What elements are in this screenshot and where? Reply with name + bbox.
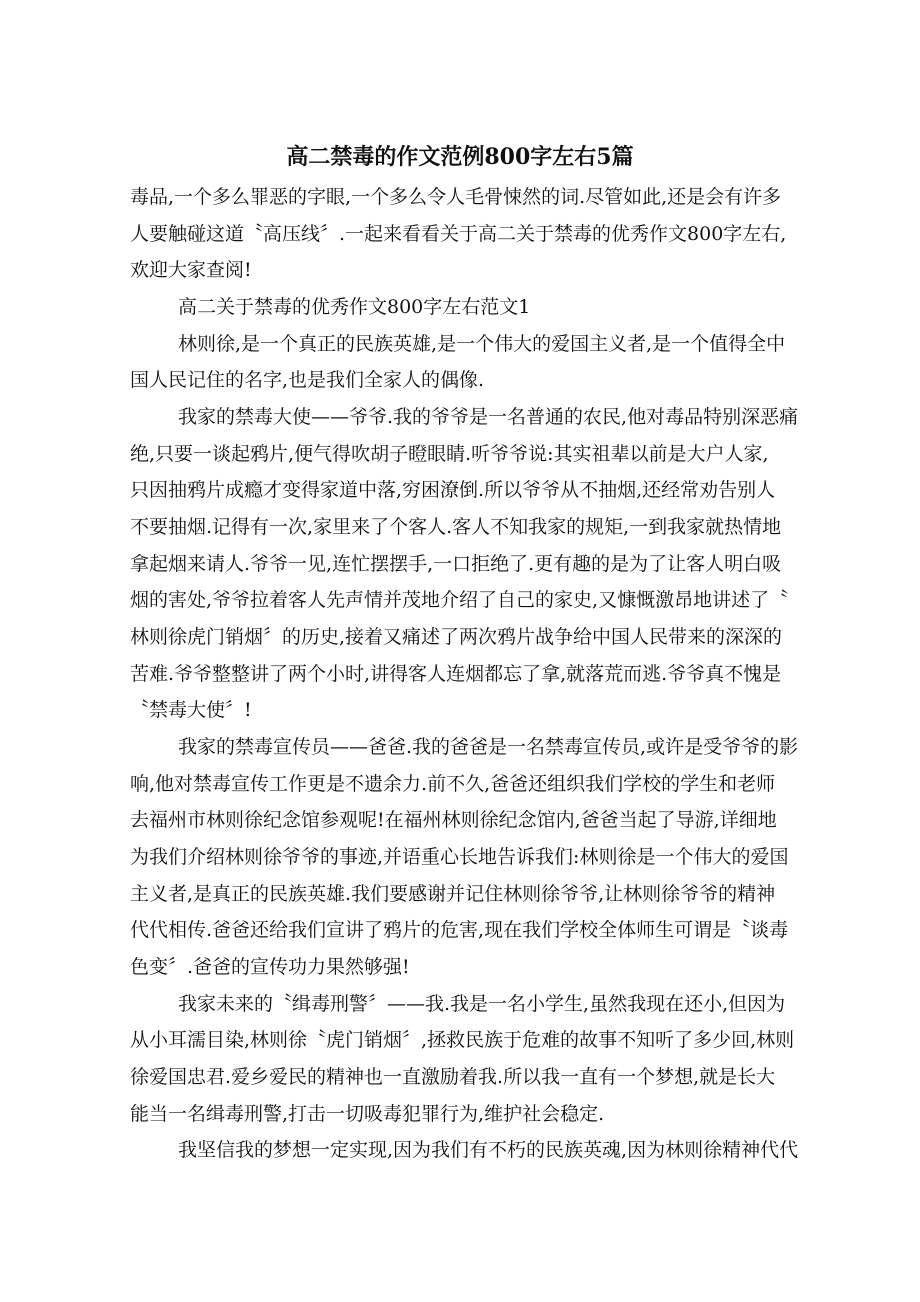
text-line: 烟的害处,爷爷拉着客人先声情并茂地介绍了自己的家史,又慷慨激昂地讲述了〝 bbox=[130, 589, 789, 611]
document-title: 高二禁毒的作文范例800字左右5篇 bbox=[286, 144, 634, 170]
text-line: 我家的禁毒大使——爷爷.我的爷爷是一名普通的农民,他对毒品特别深恶痛 bbox=[178, 406, 799, 428]
text-line: 为我们介绍林则徐爷爷的事迹,并语重心长地告诉我们:林则徐是一个伟大的爱国 bbox=[130, 846, 789, 868]
text-line: 能当一名缉毒刑警,打击一切吸毒犯罪行为,维护社会稳定. bbox=[130, 1103, 605, 1125]
text-line: 不要抽烟.记得有一次,家里来了个客人.客人不知我家的规矩,一到我家就热情地 bbox=[130, 516, 782, 538]
text-line: 我家未来的〝缉毒刑警〞——我.我是一名小学生,虽然我现在还小,但因为 bbox=[178, 993, 786, 1015]
text-line: 林则徐,是一个真正的民族英雄,是一个伟大的爱国主义者,是一个值得全中 bbox=[178, 333, 786, 355]
text-line: 拿起烟来请人.爷爷一见,连忙摆摆手,一口拒绝了.更有趣的是为了让客人明白吸 bbox=[130, 553, 782, 575]
text-line: 只因抽鸦片成瘾才变得家道中落,穷困潦倒.所以爷爷从不抽烟,还经常劝告别人 bbox=[130, 479, 776, 501]
text-line: 〝禁毒大使〞! bbox=[130, 699, 252, 721]
text-line: 响,他对禁毒宣传工作更是不遗余力.前不久,爸爸还组织我们学校的学生和老师 bbox=[130, 773, 776, 795]
text-line: 徐爱国忠君.爱乡爱民的精神也一直激励着我.所以我一直有一个梦想,就是长大 bbox=[130, 1066, 776, 1088]
text-line: 国人民记住的名字,也是我们全家人的偶像. bbox=[130, 369, 485, 391]
text-line: 色变〞.爸爸的宣传功力果然够强! bbox=[130, 956, 410, 978]
text-line: 从小耳濡目染,林则徐〝虎门销烟〞,拯救民族于危难的故事不知听了多少回,林则 bbox=[130, 1029, 795, 1051]
text-line: 绝,只要一谈起鸦片,便气得吹胡子瞪眼睛.听爷爷说:其实祖辈以前是大户人家, bbox=[130, 443, 769, 465]
section-heading: 高二关于禁毒的优秀作文800字左右范文1 bbox=[178, 296, 531, 318]
text-line: 人要触碰这道〝高压线〞.一起来看看关于高二关于禁毒的优秀作文800字左右, bbox=[130, 223, 787, 245]
text-line: 我坚信我的梦想一定实现,因为我们有不朽的民族英魂,因为林则徐精神代代 bbox=[178, 1139, 799, 1161]
text-line: 欢迎大家查阅! bbox=[130, 259, 252, 281]
text-line: 我家的禁毒宣传员——爸爸.我的爸爸是一名禁毒宣传员,或许是受爷爷的影 bbox=[178, 736, 799, 758]
text-line: 苦难.爷爷整整讲了两个小时,讲得客人连烟都忘了拿,就落荒而逃.爷爷真不愧是 bbox=[130, 663, 782, 685]
text-line: 林则徐虎门销烟〞的历史,接着又痛述了两次鸦片战争给中国人民带来的深深的 bbox=[130, 626, 783, 648]
text-line: 毒品,一个多么罪恶的字眼,一个多么令人毛骨悚然的词.尽管如此,还是会有许多 bbox=[130, 186, 782, 208]
text-line: 去福州市林则徐纪念馆参观呢!在福州林则徐纪念馆内,爸爸当起了导游,详细地 bbox=[130, 809, 777, 831]
text-line: 主义者,是真正的民族英雄.我们要感谢并记住林则徐爷爷,让林则徐爷爷的精神 bbox=[130, 883, 776, 905]
text-line: 代代相传.爸爸还给我们宣讲了鸦片的危害,现在我们学校全体师生可谓是〝谈毒 bbox=[130, 919, 789, 941]
